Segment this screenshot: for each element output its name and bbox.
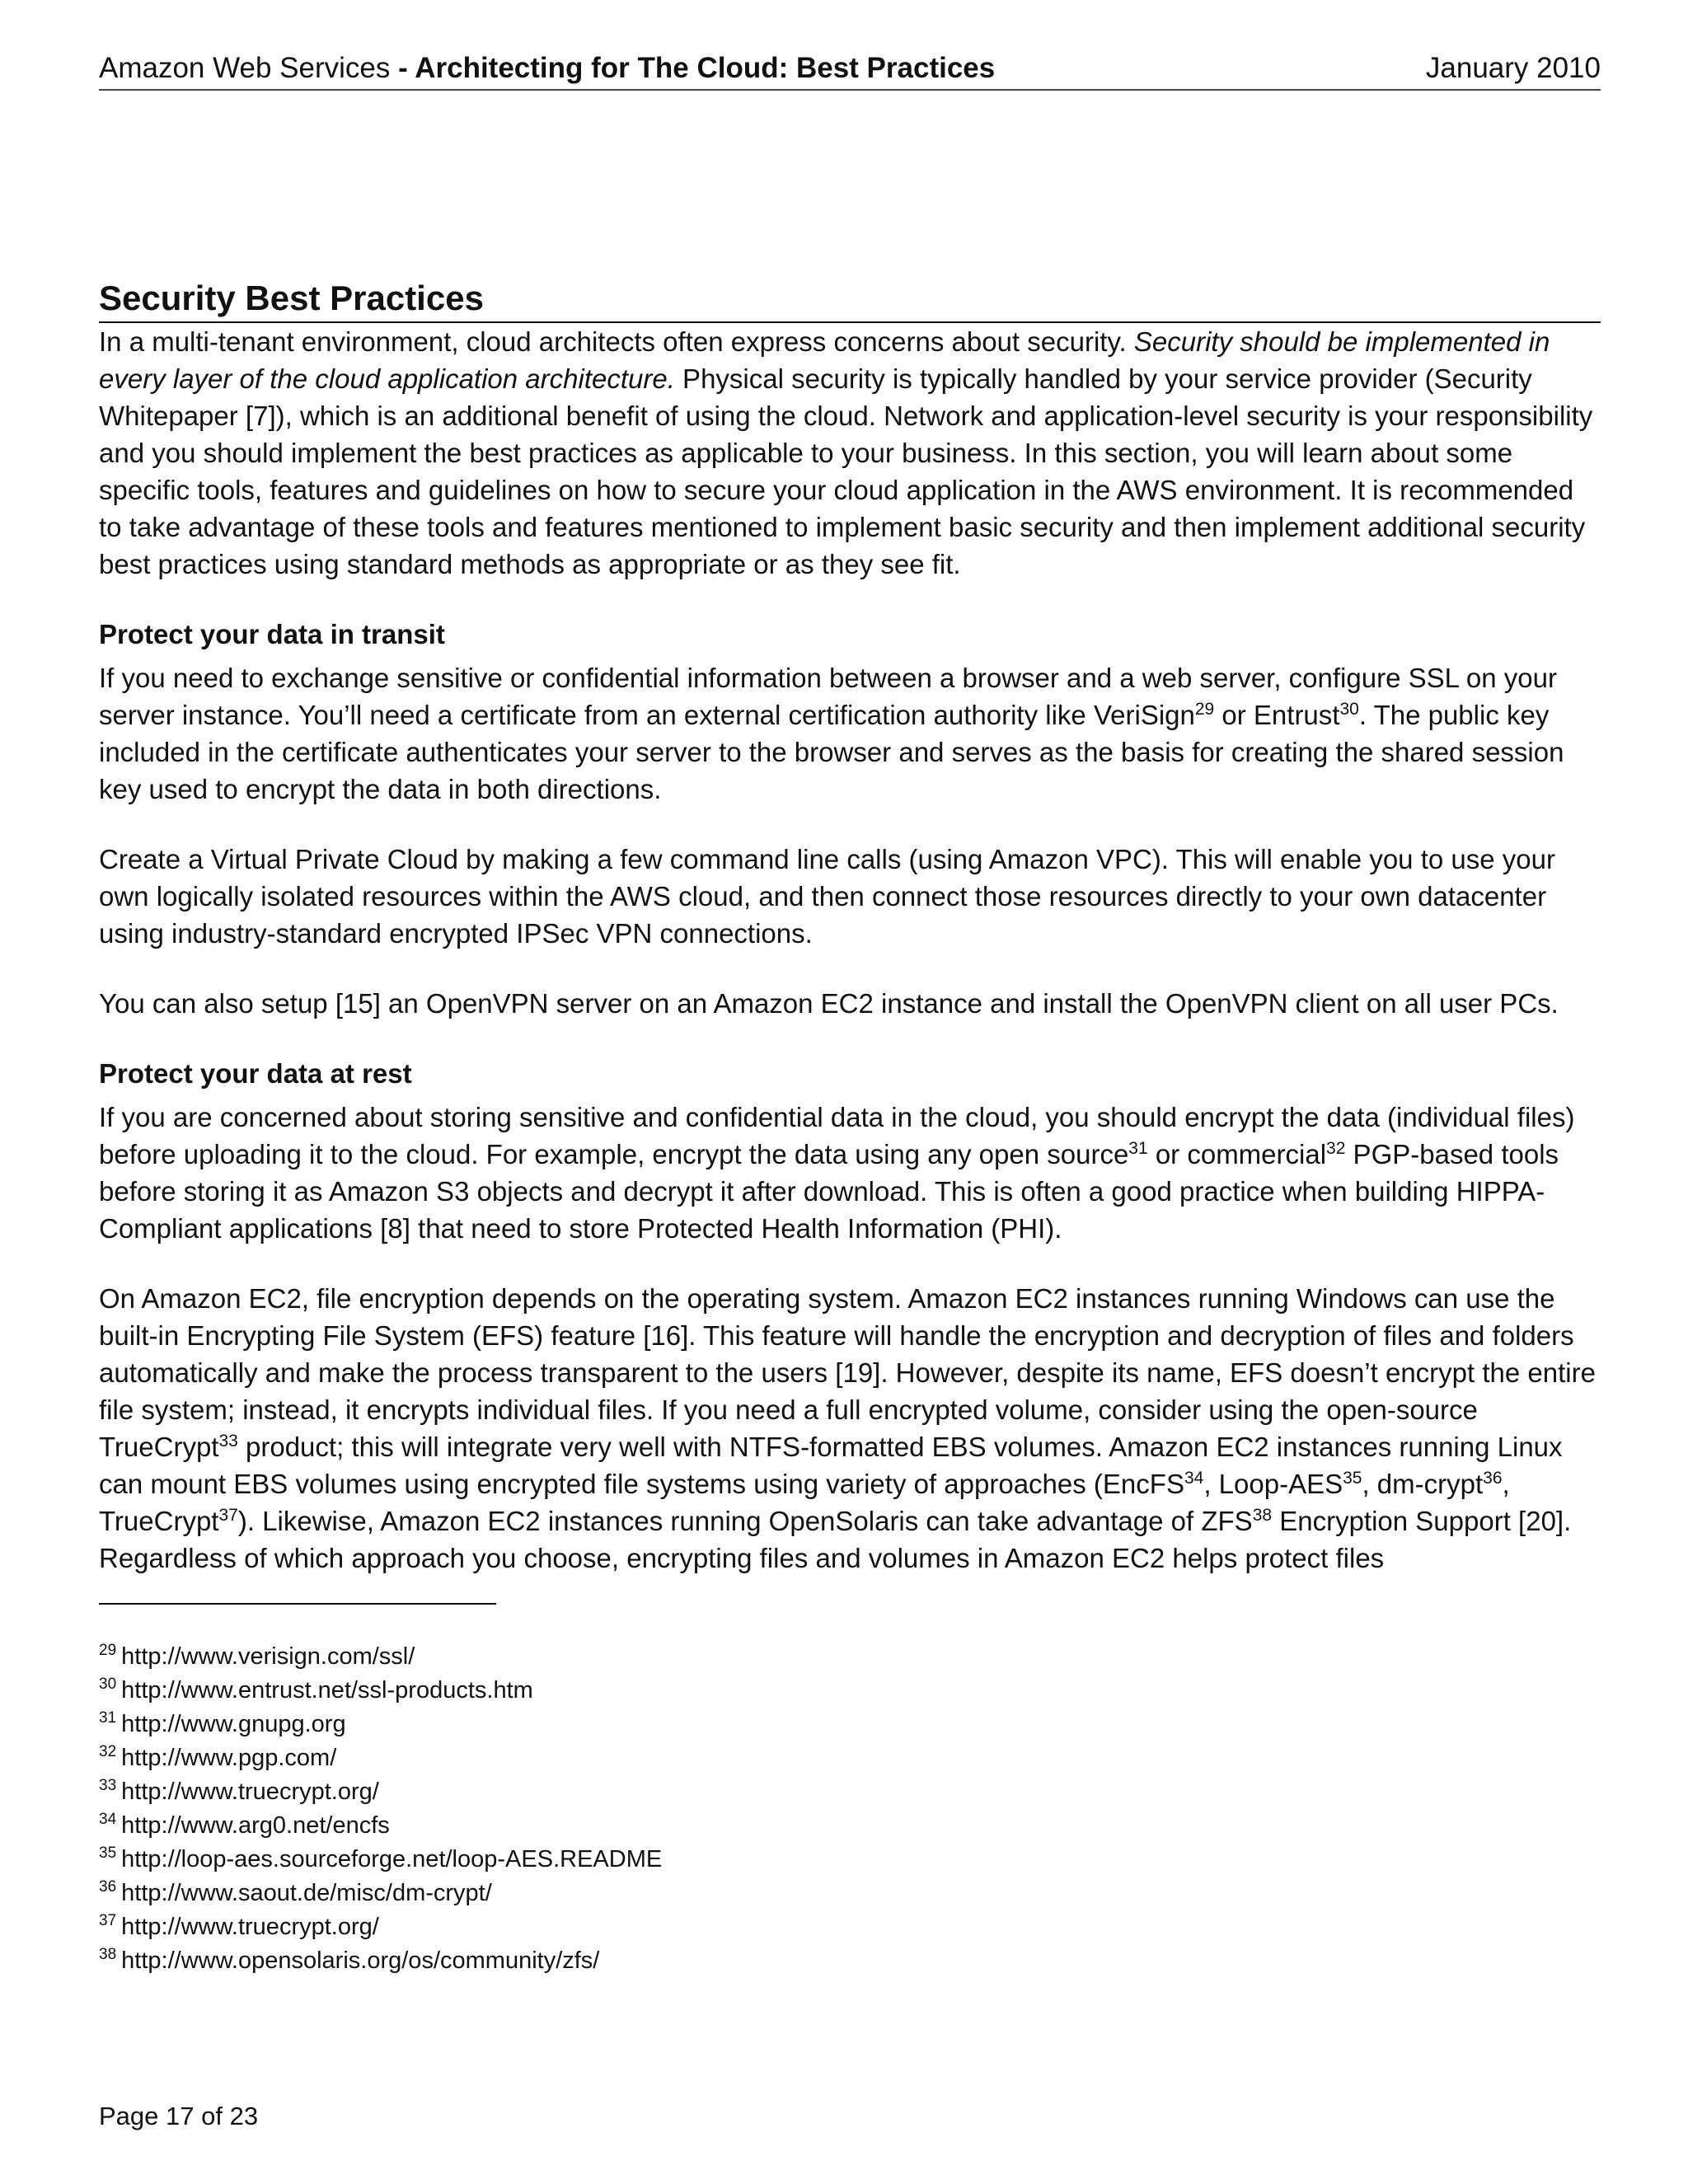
document-page bbox=[99, 0, 1601, 2184]
page-number: Page 17 of 23 bbox=[99, 2102, 259, 2130]
footnote-link[interactable]: http://www.pgp.com/ bbox=[121, 1745, 337, 1771]
transit-p1-text-c: . The public key included in the certificate authenticates your server to the browser and serves as the basis for creating the shared session key used to encrypt the data in both directions. bbox=[99, 700, 1564, 804]
footnote-link[interactable]: http://www.gnupg.org bbox=[121, 1711, 346, 1737]
footnote-link[interactable]: http://www.verisign.com/ssl/ bbox=[121, 1643, 415, 1670]
rest-p1-text-a: If you are concerned about storing sensitive and confidential data in the cloud, you should encrypt the data (individual files) before uploading it to the cloud. For example, encrypt the data using any open source bbox=[99, 1102, 1575, 1169]
footnote-ref-36: 36 bbox=[1483, 1469, 1503, 1488]
transit-paragraph-2: Create a Virtual Private Cloud by making a few command line calls (using Amazon VPC). This will enable you to use your own logically isolated resources within the AWS cloud, and then connect those resources directly to your own datacenter using industry-standard encrypted IPSec VPN connections. bbox=[99, 844, 1555, 949]
footnote bbox=[99, 1910, 662, 1944]
footnote-ref-31: 31 bbox=[1128, 1139, 1148, 1158]
rest-p2-text-c: , Loop-AES bbox=[1203, 1469, 1343, 1499]
footnote-ref-35: 35 bbox=[1343, 1469, 1362, 1488]
footnote bbox=[99, 1877, 662, 1910]
footnote-link[interactable]: http://loop-aes.sourceforge.net/loop-AES.README bbox=[121, 1846, 663, 1872]
footnote-link[interactable]: http://www.truecrypt.org/ bbox=[121, 1779, 379, 1805]
footnote-number: 35 bbox=[99, 1844, 117, 1863]
footnote-link[interactable]: http://www.opensolaris.org/os/community/zfs/ bbox=[121, 1947, 600, 1974]
transit-p1-text-b: or Entrust bbox=[1214, 700, 1340, 730]
footnote-link[interactable]: http://www.arg0.net/encfs bbox=[121, 1812, 390, 1839]
body-content bbox=[99, 323, 1601, 1577]
footnote-ref-30: 30 bbox=[1339, 700, 1359, 719]
footnote-link[interactable]: http://www.truecrypt.org/ bbox=[121, 1914, 379, 1940]
footnotes bbox=[99, 1640, 662, 1978]
footnote bbox=[99, 1809, 662, 1843]
transit-paragraph-3: You can also setup [15] an OpenVPN server on an Amazon EC2 instance and install the OpenVPN client on all user PCs. bbox=[99, 988, 1559, 1019]
header-title bbox=[99, 48, 995, 89]
footnote bbox=[99, 1775, 662, 1809]
footnote-number: 34 bbox=[99, 1811, 117, 1829]
rest-p1-text-b: or commercial bbox=[1147, 1139, 1327, 1169]
footnote-number: 33 bbox=[99, 1777, 117, 1795]
footnote-number: 38 bbox=[99, 1946, 117, 1964]
footnote-number: 32 bbox=[99, 1743, 117, 1761]
rest-p2-text-d: , dm-crypt bbox=[1362, 1469, 1484, 1499]
intro-text-2: Physical security is typically handled by your service provider (Security Whitepaper [7]), which is an additional benefit of using the cloud. Network and application-level security is your responsibility and you should implement the best practices as applicable to your business. In this section, you will learn about some specific tools, features and guidelines on how to secure your cloud application in the AWS environment. It is recommended to take advantage of these tools and features mentioned to implement basic security and then implement additional security best practices using standard methods as appropriate or as they see fit. bbox=[99, 363, 1593, 579]
intro-italic-text: Security should be implemented in every layer of the cloud application architecture. bbox=[99, 326, 1550, 394]
footnote-number: 29 bbox=[99, 1642, 117, 1660]
section-title: Security Best Practices bbox=[99, 275, 1601, 323]
footnote bbox=[99, 1843, 662, 1877]
rest-p2-text-e: , TrueCrypt bbox=[99, 1469, 1510, 1536]
header-doc-title: Architecting for The Cloud: Best Practices bbox=[415, 52, 996, 84]
transit-heading: Protect your data in transit bbox=[99, 619, 445, 649]
footnote-separator bbox=[99, 1603, 496, 1605]
header-company: Amazon Web Services bbox=[99, 52, 391, 84]
footnote-number: 36 bbox=[99, 1878, 117, 1896]
footnote-ref-37: 37 bbox=[218, 1506, 238, 1525]
footnote-number: 30 bbox=[99, 1675, 117, 1694]
footnote bbox=[99, 1708, 662, 1741]
header-separator: - bbox=[390, 52, 415, 84]
rest-p2-text-g: Encryption Support [20]. Regardless of which approach you choose, encrypting files and volumes in Amazon EC2 helps protect files bbox=[99, 1506, 1572, 1573]
rest-p1-text-c: PGP-based tools before storing it as Amazon S3 objects and decrypt it after download. This is often a good practice when building HIPPA-Compliant applications [8] that need to store Protected Health Information (PHI). bbox=[99, 1139, 1559, 1244]
footnote-ref-33: 33 bbox=[218, 1432, 238, 1451]
header-date: January 2010 bbox=[1425, 52, 1601, 84]
intro-text-1: In a multi-tenant environment, cloud architects often express concerns about security. bbox=[99, 326, 1134, 357]
rest-p2-text-f: ). Likewise, Amazon EC2 instances running OpenSolaris can take advantage of ZFS bbox=[237, 1506, 1253, 1536]
rest-paragraph-1 bbox=[99, 1099, 1601, 1247]
page-header bbox=[99, 48, 1601, 91]
rest-p2-text-a: On Amazon EC2, file encryption depends on the operating system. Amazon EC2 instances running Windows can use the built-in Encrypting File System (EFS) feature [16]. This feature will handle the encryption and decryption of files and folders automatically and make the process transparent to the users [19]. However, despite its name, EFS doesn’t encrypt the entire file system; instead, it encrypts individual files. If you need a full encrypted volume, consider using the open-source TrueCrypt bbox=[99, 1283, 1596, 1462]
footnote bbox=[99, 1674, 662, 1708]
footnote-link[interactable]: http://www.saout.de/misc/dm-crypt/ bbox=[121, 1880, 492, 1906]
footnote-ref-34: 34 bbox=[1184, 1469, 1204, 1488]
intro-paragraph bbox=[99, 323, 1601, 583]
footnote-ref-32: 32 bbox=[1326, 1139, 1346, 1158]
rest-heading: Protect your data at rest bbox=[99, 1058, 412, 1089]
footnote bbox=[99, 1944, 662, 1978]
rest-paragraph-2 bbox=[99, 1280, 1601, 1577]
transit-paragraph-1 bbox=[99, 659, 1601, 808]
rest-p2-text-b: product; this will integrate very well with NTFS-formatted EBS volumes. Amazon EC2 instances running Linux can mount EBS volumes using encrypted file systems using variety of approaches (EncFS bbox=[99, 1432, 1563, 1499]
footnote bbox=[99, 1741, 662, 1775]
footnote-ref-29: 29 bbox=[1194, 700, 1215, 719]
footnote bbox=[99, 1640, 662, 1674]
footnote-number: 37 bbox=[99, 1912, 117, 1930]
footnote-link[interactable]: http://www.entrust.net/ssl-products.htm bbox=[121, 1677, 533, 1704]
footnote-number: 31 bbox=[99, 1709, 117, 1727]
footnote-ref-38: 38 bbox=[1252, 1506, 1273, 1525]
transit-p1-text-a: If you need to exchange sensitive or confidential information between a browser and a web server, configure SSL on your server instance. You’ll need a certificate from an external certification authority like VeriSign bbox=[99, 663, 1557, 730]
